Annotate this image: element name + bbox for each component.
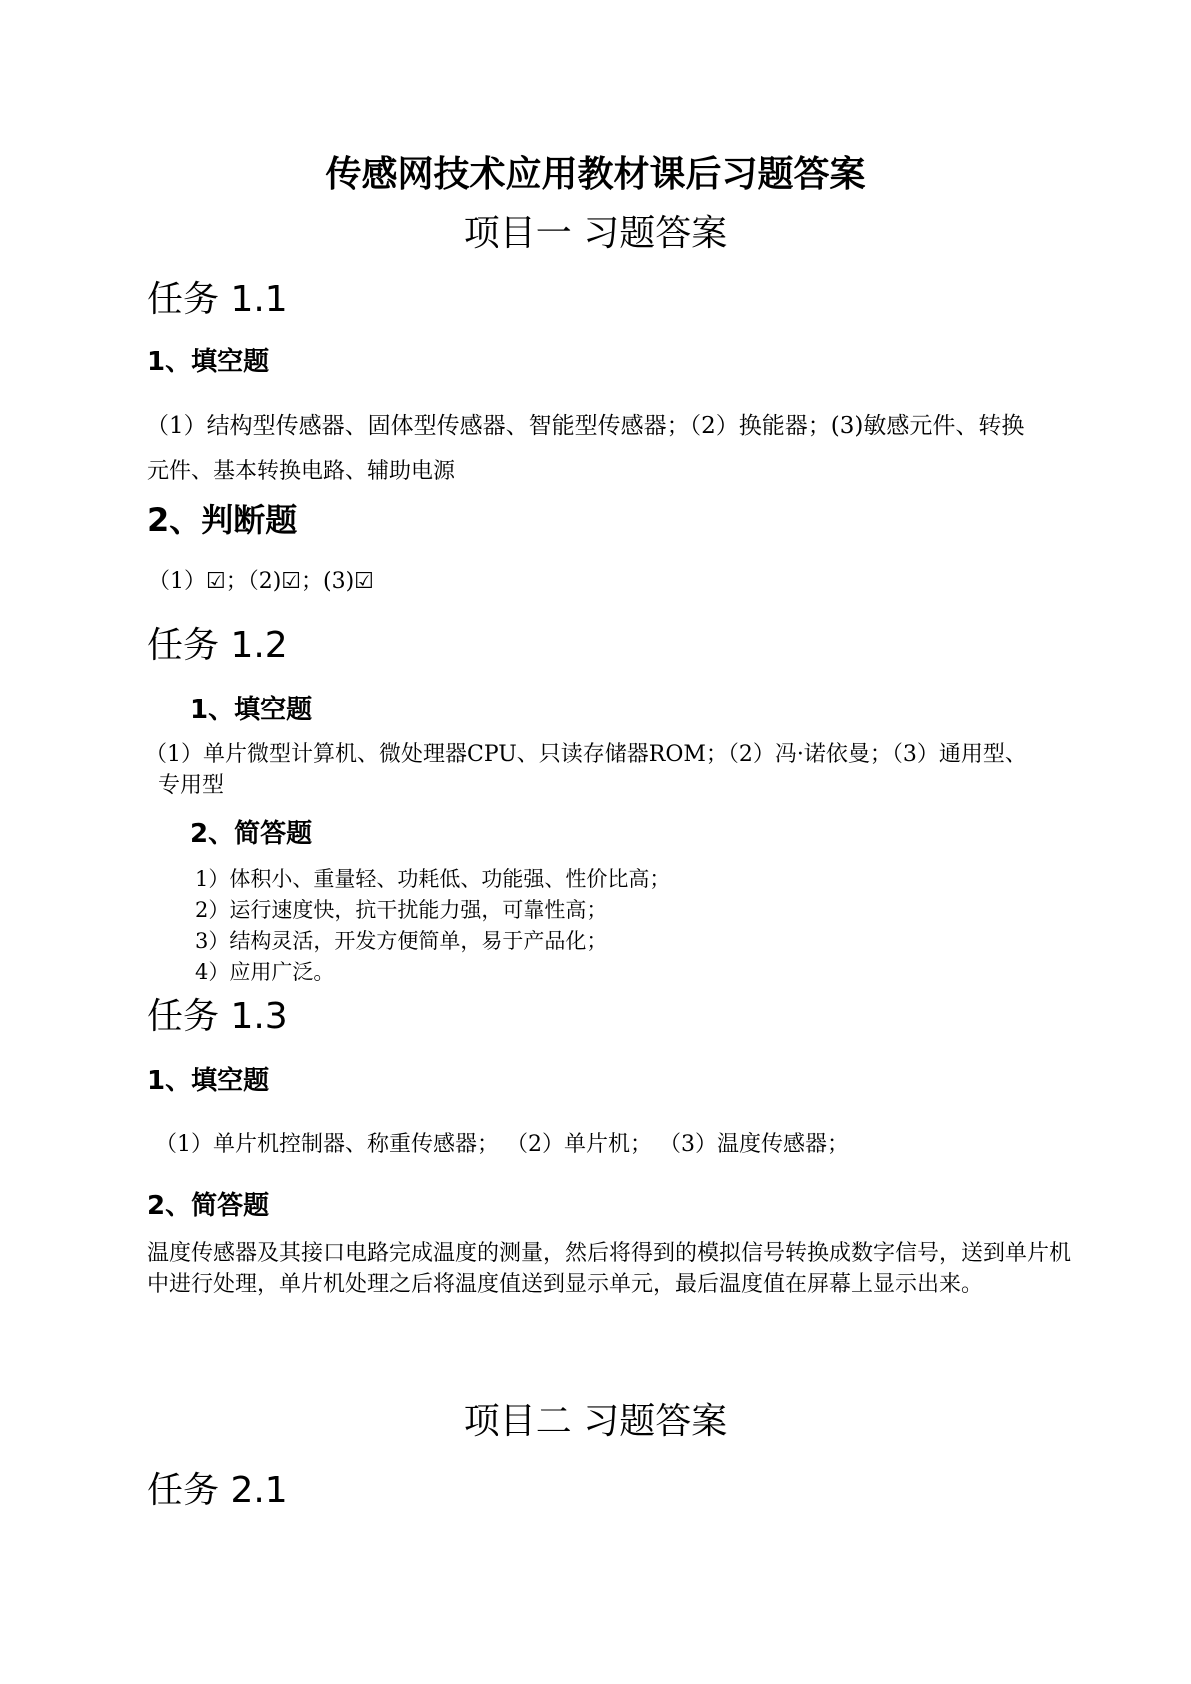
- task-1-3-fill-blank-answer: （1）单片机控制器、称重传感器； （2）单片机； （3）温度传感器；: [155, 1132, 849, 1157]
- task-1-1-fill-blank-answer-line-1: （1）结构型传感器、固体型传感器、智能型传感器；（2）换能器；(3)敏感元件、转换: [146, 413, 1025, 439]
- project-1-title: 项目一 习题答案: [463, 213, 728, 254]
- task-2-1-heading: 任务 2.1: [147, 1470, 288, 1511]
- list-item: 1）体积小、重量轻、功耗低、功能强、性价比高；: [195, 867, 671, 891]
- task-1-2-fill-blank-answer-line-2: 专用型: [158, 773, 225, 798]
- task-1-2-fill-blank-heading: 1、填空题: [190, 695, 313, 725]
- document-title: 传感网技术应用教材课后习题答案: [325, 153, 866, 195]
- task-1-1-true-false-heading: 2、判断题: [147, 501, 298, 539]
- task-1-2-short-answer-heading: 2、简答题: [190, 819, 313, 849]
- list-item: 2）运行速度快，抗干扰能力强，可靠性高；: [195, 898, 608, 922]
- task-1-2-heading: 任务 1.2: [147, 625, 288, 666]
- task-1-1-fill-blank-answer-line-2: 元件、基本转换电路、辅助电源: [147, 459, 456, 484]
- list-item: 3）结构灵活，开发方便简单，易于产品化；: [195, 929, 608, 953]
- task-1-3-short-answer-heading: 2、简答题: [147, 1191, 270, 1221]
- task-1-3-heading: 任务 1.3: [147, 996, 288, 1037]
- task-1-2-short-answer-list: [195, 864, 670, 988]
- task-1-3-short-answer-paragraph: 温度传感器及其接口电路完成温度的测量，然后将得到的模拟信号转换成数字信号，送到单片机中进行处理，单片机处理之后将温度值送到显示单元，最后温度值在屏幕上显示出来。: [147, 1241, 1072, 1297]
- task-1-1-true-false-answer: （1）☑；（2)☑；(3)☑: [148, 569, 374, 594]
- task-1-1-fill-blank-heading: 1、填空题: [147, 347, 270, 377]
- task-1-2-fill-blank-answer-line-1: （1）单片微型计算机、微处理器CPU、只读存储器ROM；（2）冯·诺依曼；（3）通用型、: [145, 742, 1027, 767]
- list-item: 4）应用广泛。: [195, 960, 335, 984]
- task-1-1-heading: 任务 1.1: [147, 279, 288, 320]
- task-1-3-fill-blank-heading: 1、填空题: [147, 1066, 270, 1096]
- project-2-title: 项目二 习题答案: [463, 1401, 728, 1442]
